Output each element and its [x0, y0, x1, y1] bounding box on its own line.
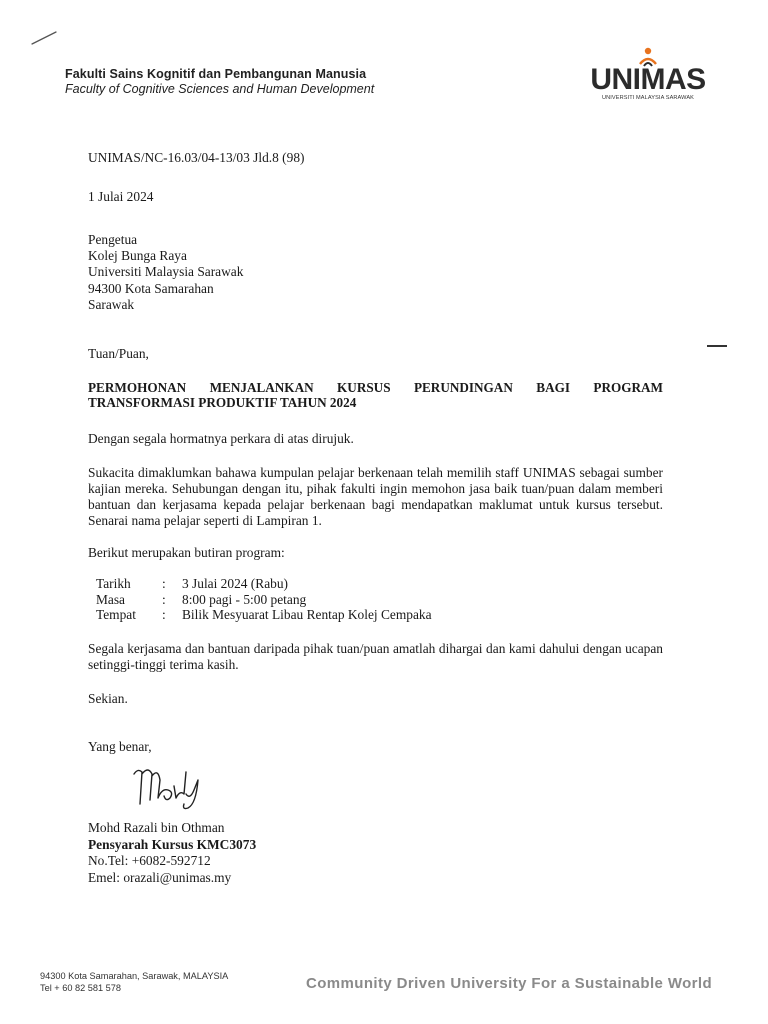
logo-subtitle: UNIVERSITI MALAYSIA SARAWAK [601, 95, 694, 101]
detail-value: Bilik Mesyuarat Libau Rentap Kolej Cempaka [182, 607, 432, 622]
program-details [96, 576, 432, 623]
detail-row-venue [96, 607, 432, 623]
detail-label: Tarikh [96, 576, 131, 591]
letter-date: 1 Julai 2024 [88, 189, 154, 204]
faculty-header [65, 67, 374, 96]
recipient-address [88, 232, 243, 313]
recipient-line: Universiti Malaysia Sarawak [88, 264, 244, 280]
closing-sekian: Sekian. [88, 691, 128, 706]
footer-address [40, 970, 228, 994]
faculty-name-english: Faculty of Cognitive Sciences and Human Development [65, 82, 375, 96]
recipient-line: 94300 Kota Samarahan [88, 280, 214, 296]
unimas-emblem-icon [636, 46, 660, 68]
footer-tagline: Community Driven University For a Sustainable World [306, 975, 713, 992]
detail-row-time [96, 592, 432, 608]
detail-colon: : [162, 576, 166, 591]
detail-colon: : [162, 591, 166, 607]
detail-colon: : [162, 607, 166, 622]
signer-title: Pensyarah Kursus KMC3073 [88, 836, 257, 852]
paragraph-body: Sukacita dimaklumkan bahawa kumpulan pelajar berkenaan telah memilih staff UNIMAS sebagai sumber kajian mereka. Sehubungan dengan itu, pihak fakulti ingin memohon jasa baik tuan/puan dalam memberi bantuan dan kerjasama kepada pelajar berkenaan bagi mendapatkan maklumat untuk kursus tersebut. Senarai nama pelajar seperti di Lampiran 1. [88, 465, 663, 528]
detail-label: Tempat [96, 607, 136, 622]
detail-label: Masa [96, 591, 126, 607]
reference-number: UNIMAS/NC-16.03/04-13/03 Jld.8 (98) [88, 150, 305, 165]
paragraph-program-intro: Berikut merupakan butiran program: [88, 545, 285, 560]
signature-block [88, 820, 256, 886]
detail-row-date [96, 576, 432, 592]
signer-name: Mohd Razali bin Othman [88, 820, 225, 835]
paragraph-reference: Dengan segala hormatnya perkara di atas dirujuk. [88, 431, 354, 446]
closing-yang-benar: Yang benar, [88, 739, 152, 754]
margin-mark [707, 345, 727, 347]
recipient-line: Pengetua [88, 232, 138, 247]
faculty-name-malay: Fakulti Sains Kognitif dan Pembangunan Manusia [65, 67, 367, 81]
salutation: Tuan/Puan, [88, 346, 149, 361]
footer-address-line: 94300 Kota Samarahan, Sarawak, MALAYSIA [40, 971, 229, 981]
detail-value: 8:00 pagi - 5:00 petang [182, 591, 307, 607]
recipient-line: Kolej Bunga Raya [88, 248, 187, 264]
subject-heading: PERMOHONAN MENJALANKAN KURSUS PERUNDINGAN BAGI PROGRAM TRANSFORMASI PRODUKTIF TAHUN 2024 [88, 380, 663, 410]
recipient-line: Sarawak [88, 296, 135, 312]
footer-phone: Tel + 60 82 581 578 [40, 983, 121, 993]
unimas-logo [588, 46, 708, 101]
pen-stroke-mark [30, 28, 60, 48]
logo-wordmark: UNIMAS [590, 63, 706, 96]
signer-email: Emel: orazali@unimas.my [88, 869, 232, 885]
detail-value: 3 Julai 2024 (Rabu) [182, 576, 288, 591]
paragraph-thanks: Segala kerjasama dan bantuan daripada pihak tuan/puan amatlah dihargai dan kami dahului dengan ucapan setinggi-tinggi terima kasih. [88, 641, 663, 672]
signer-phone: No.Tel: +6082-592712 [88, 853, 211, 869]
handwritten-signature [124, 760, 214, 812]
